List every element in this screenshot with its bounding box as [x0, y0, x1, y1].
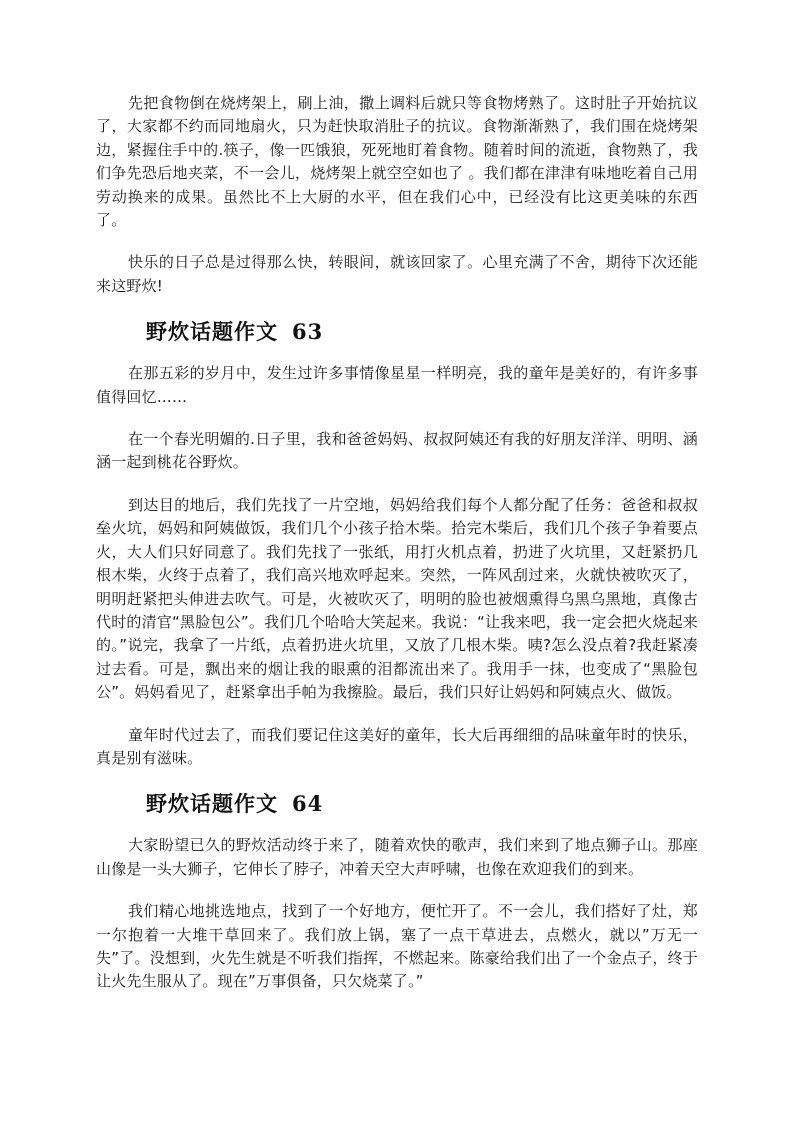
paragraph: 到达目的地后，我们先找了一片空地，妈妈给我们每个人都分配了任务：爸爸和叔叔垒火坑，妈妈和阿姨做饭，我们几个小孩子拾木柴。拾完木柴后，我们几个孩子争着要点火，大人们只好同意了。我们先找了一张纸，用打火机点着，扔进了火坑里，又赶紧扔几根木柴，火终于点着了，我们高兴地欢呼起来。突然，一阵风刮过来，火就快被吹灭了，明明赶紧把头伸进去吹气。可是，火被吹灭了，明明的脸也被烟熏得乌黑乌黑地，真像古代时的清官“黑脸包公”。我们几个哈哈大笑起来。我说：“让我来吧，我一定会把火烧起来的。”说完，我拿了一片纸，点着扔进火坑里，又放了几根木柴。咦?怎么没点着?我赶紧凑过去看。可是，飘出来的烟让我的眼熏的泪都流出来了。我用手一抹，也变成了“黑脸包公”。妈妈看见了，赶紧拿出手帕为我擦脸。最后，我们只好让妈妈和阿姨点火、做饭。: [96, 495, 698, 702]
paragraph: 先把食物倒在烧烤架上，刷上油，撒上调料后就只等食物烤熟了。这时肚子开始抗议了，大家都不约而同地扇火，只为赶快取消肚子的抗议。食物渐渐熟了，我们围在烧烤架边，紧握住手中的.筷子，像一匹饿狼，死死地盯着食物。随着时间的流逝，食物熟了，我们争先恐后地夹菜，不一会儿，烧烤架上就空空如也了 。我们都在津津有味地吃着自己用劳动换来的成果。虽然比不上大厨的水平，但在我们心中，已经没有比这更美味的东西了。: [96, 94, 698, 230]
heading-number: 63: [292, 319, 324, 345]
heading-number: 64: [292, 791, 324, 817]
section-heading: [96, 317, 698, 347]
paragraph: 快乐的日子总是过得那么快，转眼间，就该回家了。心里充满了不舍，期待下次还能来这野炊!: [96, 253, 698, 295]
paragraph: 我们精心地挑选地点，找到了一个好地方，便忙开了。不一会儿，我们搭好了灶，郑一尔抱着一大堆干草回来了。我们放上锅，塞了一点干草进去，点燃火，就以”万无一失”了。没想到，火先生就是不听我们指挥，不燃起来。陈豪给我们出了一个金点子，终于让火先生服从了。现在”万事俱备，只欠烧菜了。”: [96, 902, 698, 991]
heading-title: 野炊话题作文: [146, 319, 278, 345]
heading-title: 野炊话题作文: [146, 791, 278, 817]
paragraph: 在一个春光明媚的.日子里，我和爸爸妈妈、叔叔阿姨还有我的好朋友洋洋、明明、涵涵一起到桃花谷野炊。: [96, 430, 698, 472]
paragraph: 大家盼望已久的野炊活动终于来了，随着欢快的歌声，我们来到了地点狮子山。那座山像是一头大狮子，它伸长了脖子，冲着天空大声呼啸，也像在欢迎我们的到来。: [96, 836, 698, 878]
section-heading: [96, 789, 698, 819]
paragraph: 在那五彩的岁月中，发生过许多事情像星星一样明亮，我的童年是美好的，有许多事值得回忆……: [96, 364, 698, 406]
document-page: [96, 92, 698, 1013]
paragraph: 童年时代过去了，而我们要记住这美好的童年，长大后再细细的品味童年时的快乐，真是别有滋味。: [96, 725, 698, 767]
